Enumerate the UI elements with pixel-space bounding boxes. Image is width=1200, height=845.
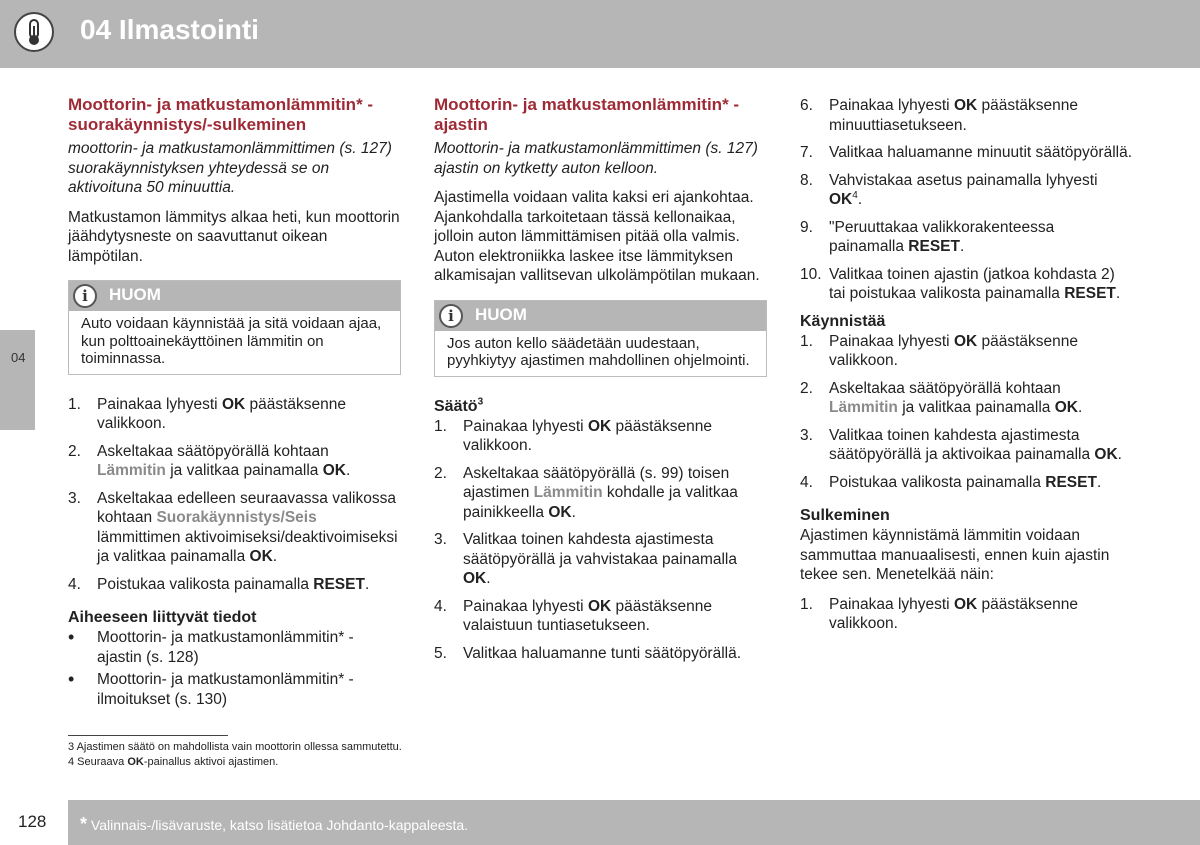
step-text: ja valitkaa painamalla: [897, 399, 1055, 416]
note-header: [69, 281, 400, 311]
step-number: 1.: [800, 595, 813, 613]
step-text: .: [1117, 446, 1122, 463]
footnote-text: Seuraava: [74, 756, 128, 768]
page-number-box: [0, 800, 68, 845]
step-text: Askeltakaa säätöpyörällä kohtaan: [97, 442, 329, 460]
section-heading: Moottorin- ja matkustamonlämmitin* - suorakäynnistys/-sulkeminen: [68, 95, 374, 134]
step-number: 6.: [800, 97, 813, 114]
step-number: 2.: [434, 464, 447, 482]
list-item: [800, 332, 1133, 371]
step-number: 8.: [800, 171, 813, 189]
step-number: 3.: [68, 489, 81, 507]
step-number: 3.: [434, 531, 447, 548]
step-text: Valitkaa toinen kahdesta ajastimesta säätöpyörällä ja aktivoikaa painamalla: [829, 426, 1095, 463]
step-number: 1.: [434, 417, 447, 435]
step-text: .: [857, 191, 863, 208]
menu-label: Lämmitin: [829, 399, 898, 416]
step-text: Valitkaa toinen kahdesta ajastimesta säätöpyörällä ja vahvistakaa painamalla: [463, 531, 737, 568]
button-label: OK: [322, 462, 346, 479]
step-text: Painakaa lyhyesti: [829, 332, 954, 350]
related-link[interactable]: • Moottorin- ja matkustamonlämmitin* - ilmoitukset (s. 130): [68, 670, 401, 709]
button-label: OK: [463, 570, 487, 587]
section-intro: moottorin- ja matkustamonlämmittimen (s. 127) suorakäynnistyksen yhteydessä se on aktivoituna 50 minuuttia.: [68, 140, 392, 196]
step-text: .: [345, 462, 351, 479]
list-item: [800, 379, 1133, 418]
step-number: 2.: [800, 379, 813, 397]
column-3: [800, 96, 1133, 642]
button-label: OK: [953, 97, 978, 114]
step-text: kohdalle ja valitkaa painikkeella: [463, 484, 738, 521]
footnote-text: -painallus aktivoi ajastimen.: [143, 756, 279, 768]
step-text: Painakaa lyhyesti: [829, 97, 954, 114]
note-box: [434, 300, 767, 377]
button-label: OK: [953, 332, 978, 350]
list-item: [68, 395, 401, 434]
menu-label: Lämmitin: [97, 462, 166, 479]
steps-list: [800, 96, 1133, 304]
step-number: 2.: [68, 442, 81, 460]
list-item: [434, 597, 767, 636]
step-text: päästäksenne valikkoon.: [97, 395, 347, 432]
info-icon: i: [73, 284, 97, 308]
step-text: Valitkaa haluamanne tunti säätöpyörällä.: [463, 644, 742, 662]
paragraph: Ajastimella voidaan valita kaksi eri ajankohtaa. Ajankohdalla tarkoitetaan tässä kellonaikaa, jolloin auton lämmittämisen pitää olla valmis. Auton elektroniikka laskee itse lämmityksen alkamisajan vallitsevan ulkolämpötilan mukaan.: [434, 189, 760, 284]
section-heading: Moottorin- ja matkustamonlämmitin* - ajastin: [434, 95, 740, 134]
section-intro: Moottorin- ja matkustamonlämmittimen (s. 127) ajastin on kytketty auton kelloon.: [434, 140, 758, 177]
list-item: [800, 171, 1133, 210]
button-label: OK: [1094, 446, 1118, 463]
step-text: .: [571, 503, 576, 521]
page-header: [0, 0, 1200, 68]
list-item: [800, 426, 1133, 465]
step-text: lämmittimen aktivoimiseksi/deaktivoimiseksi ja valitkaa painamalla: [97, 528, 398, 565]
info-icon: i: [439, 304, 463, 328]
step-text: Valitkaa toinen ajastin (jatkoa kohdasta 2) tai poistukaa valikosta painamalla: [829, 265, 1115, 302]
column-1: [68, 92, 401, 712]
steps-list: [434, 417, 767, 664]
list-item: [800, 595, 1133, 634]
footnote: [68, 755, 402, 770]
list-item: [800, 218, 1133, 257]
menu-label: Suorakäynnistys/Seis: [156, 509, 317, 526]
button-label: OK: [548, 503, 572, 521]
button-label: OK: [587, 597, 612, 615]
note-title: HUOM: [475, 304, 527, 324]
step-text: päästäksenne minuuttiasetukseen.: [829, 97, 1079, 134]
list-item: [434, 464, 767, 523]
thermometer-icon: [14, 12, 54, 52]
list-item: [68, 442, 401, 481]
menu-label: Lämmitin: [533, 484, 603, 501]
list-item: [68, 575, 401, 595]
step-text: Askeltakaa säätöpyörällä kohtaan: [829, 379, 1061, 397]
step-number: 1.: [68, 395, 81, 413]
related-link[interactable]: • Moottorin- ja matkustamonlämmitin* - ajastin (s. 128): [68, 628, 401, 667]
step-text: Vahvistakaa asetus painamalla lyhyesti: [829, 171, 1098, 189]
step-text: .: [1077, 399, 1083, 416]
button-label: OK: [1054, 399, 1078, 416]
step-number: 4.: [434, 597, 447, 615]
note-box: [68, 280, 401, 375]
footnote-divider: [68, 735, 228, 736]
note-text: Auto voidaan käynnistää ja sitä voidaan ajaa, kun polttoainekäyttöinen lämmitin on toiminnassa.: [81, 315, 382, 367]
note-header: [435, 301, 766, 331]
footnote-number: 3: [68, 741, 75, 753]
button-label: RESET: [1045, 473, 1097, 491]
list-item: [800, 473, 1133, 493]
button-label: OK: [127, 756, 144, 768]
step-number: 10.: [800, 265, 822, 283]
footer-note: [80, 814, 468, 835]
page-number: 128: [18, 812, 47, 831]
footnote-text: Ajastimen säätö on mahdollista vain moottorin ollessa sammutettu.: [74, 741, 402, 753]
paragraph: Ajastimen käynnistämä lämmitin voidaan sammuttaa manuaalisesti, ennen kuin ajastin tekee sen. Menetelkää näin:: [800, 527, 1110, 583]
step-number: 9.: [800, 218, 813, 236]
step-text: Askeltakaa säätöpyörällä (s. 99) toisen ajastimen: [463, 464, 730, 501]
step-number: 3.: [800, 426, 813, 444]
footnote-ref: 3: [477, 396, 484, 408]
step-text: .: [272, 548, 278, 565]
list-item: [800, 265, 1133, 304]
step-number: 7.: [800, 144, 813, 161]
steps-list: [68, 395, 401, 595]
note-title: HUOM: [109, 285, 161, 304]
step-text: Painakaa lyhyesti: [463, 597, 588, 615]
footnote-number: 4: [68, 756, 75, 768]
button-label: OK: [221, 395, 246, 413]
sub-heading: Käynnistää: [800, 312, 886, 330]
footnote-ref: 4: [852, 189, 858, 201]
step-number: 4.: [68, 575, 81, 593]
step-text: Askeltakaa edelleen seuraavassa valikossa kohtaan: [97, 489, 396, 526]
step-text: Poistukaa valikosta painamalla: [97, 575, 314, 593]
step-text: .: [1115, 285, 1121, 302]
step-text: ja valitkaa painamalla: [165, 462, 323, 479]
chapter-title: 04 Ilmastointi: [80, 14, 259, 45]
step-text: Poistukaa valikosta painamalla: [829, 473, 1046, 491]
column-2: [434, 92, 767, 671]
footnotes: [68, 740, 402, 770]
list-item: [800, 96, 1133, 135]
step-text: Painakaa lyhyesti: [97, 395, 222, 413]
step-text: .: [959, 238, 965, 255]
button-label: RESET: [313, 575, 365, 593]
step-text: päästäksenne valikkoon.: [463, 417, 713, 454]
asterisk: *: [80, 814, 88, 834]
related-heading: Aiheeseen liittyvät tiedot: [68, 609, 257, 626]
button-label: OK: [249, 548, 273, 565]
step-text: päästäksenne valikkoon.: [829, 332, 1079, 369]
step-text: .: [1096, 473, 1102, 491]
list-item: [68, 489, 401, 567]
step-text: Painakaa lyhyesti: [463, 417, 588, 435]
step-number: 4.: [800, 473, 813, 491]
list-item: [800, 143, 1133, 163]
step-number: 5.: [434, 644, 447, 662]
note-text: Jos auton kello säädetään uudestaan, pyyhkiytyy ajastimen mahdollinen ohjelmointi.: [447, 334, 750, 369]
button-label: RESET: [1064, 285, 1116, 302]
related-list: [68, 628, 401, 709]
step-text: "Peruuttakaa valikkorakenteessa painamalla: [829, 218, 1055, 255]
step-text: .: [364, 575, 370, 593]
side-tab-label: 04: [11, 350, 26, 365]
footer-note-text: Valinnais-/lisävaruste, katso lisätietoa Johdanto-kappaleesta.: [87, 817, 469, 833]
sub-heading: [434, 397, 767, 417]
step-text: Valitkaa haluamanne minuutit säätöpyörällä.: [829, 144, 1133, 161]
button-label: RESET: [908, 238, 960, 255]
sub-heading-text: Säätö: [434, 397, 478, 415]
step-text: Painakaa lyhyesti: [829, 595, 954, 613]
chapter-side-tab: [0, 330, 35, 430]
steps-list: [800, 595, 1133, 634]
sub-heading: Sulkeminen: [800, 507, 890, 524]
paragraph: Matkustamon lämmitys alkaa heti, kun moottorin jäähdytysneste on saavuttanut oikean lämpötilan.: [68, 208, 400, 265]
button-label: OK: [829, 191, 853, 208]
list-item: [434, 417, 767, 456]
step-text: päästäksenne valaistuun tuntiasetukseen.: [463, 597, 713, 634]
list-item: [434, 644, 767, 664]
step-text: päästäksenne valikkoon.: [829, 595, 1079, 632]
step-text: .: [486, 570, 491, 587]
button-label: OK: [587, 417, 612, 435]
steps-list: [800, 332, 1133, 493]
step-number: 1.: [800, 332, 813, 350]
footnote: [68, 740, 402, 755]
list-item: [434, 530, 767, 589]
button-label: OK: [953, 595, 978, 613]
